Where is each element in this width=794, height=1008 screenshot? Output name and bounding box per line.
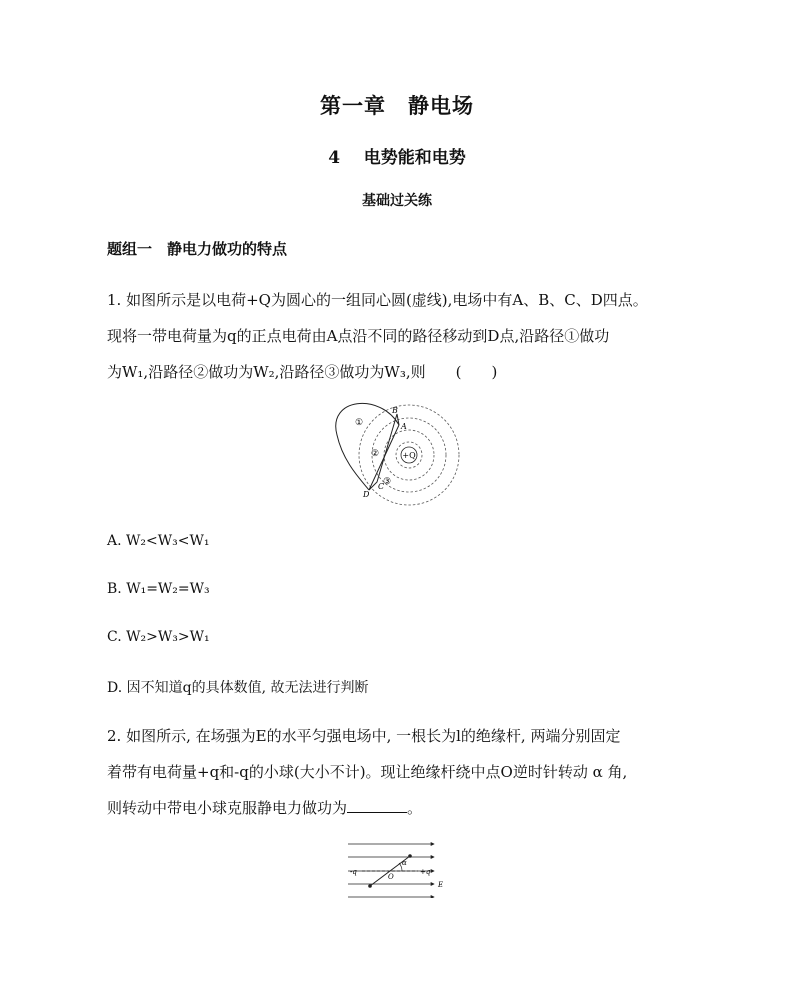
q1-option-a: A. W₂<W₃<W₁ — [107, 533, 210, 549]
label-c: C — [378, 482, 385, 491]
section-title-row — [0, 143, 794, 168]
q1-line-2: 现将一带电荷量为q的正点电荷由A点沿不同的路径移动到D点,沿路径①做功 — [107, 327, 610, 345]
section-title: 电势能和电势 — [363, 148, 466, 168]
label-path-2: ② — [371, 449, 380, 459]
q2-figure — [340, 838, 450, 898]
q1-option-d: D. 因不知道q的具体数值, 故无法进行判断 — [107, 680, 369, 696]
label-path-3: ③ — [383, 477, 392, 487]
q2-line-3-text: 则转动中带电小球克服静电力做功为 — [107, 799, 348, 817]
q1-line-3: 为W₁,沿路径②做功为W₂,沿路径③做功为W₃,则 ( ) — [107, 363, 498, 381]
label-e: E — [438, 881, 444, 889]
q1-line-1: 1. 如图所示是以电荷+Q为圆心的一组同心圆(虚线),电场中有A、B、C、D四点。 — [107, 291, 648, 309]
q1-figure — [325, 400, 475, 510]
group-title: 题组一 静电力做功的特点 — [107, 240, 288, 258]
label-a: A — [401, 422, 407, 431]
q2-line-3-end: 。 — [407, 799, 423, 817]
q2-line-1: 2. 如图所示, 在场强为E的水平匀强电场中, 一根长为l的绝缘杆, 两端分别固定 — [107, 727, 621, 745]
answer-blank[interactable] — [347, 798, 407, 813]
charge-pos — [408, 854, 412, 858]
label-path-1: ① — [355, 418, 364, 428]
label-plus-q: +Q — [402, 451, 416, 460]
label-d: D — [363, 490, 370, 499]
label-pos-q: +q — [420, 868, 431, 876]
q1-option-c: C. W₂>W₃>W₁ — [107, 629, 210, 645]
charge-neg — [368, 884, 372, 888]
q1-option-b: B. W₁=W₂=W₃ — [107, 581, 210, 597]
q2-line-2: 着带有电荷量+q和-q的小球(大小不计)。现让绝缘杆绕中点O逆时针转动 α 角, — [107, 763, 628, 781]
label-alpha: α — [402, 859, 407, 867]
label-neg-q: -q — [350, 868, 357, 876]
subheading: 基础过关练 — [362, 193, 432, 209]
q2-line-3 — [107, 797, 422, 818]
chapter-title: 第一章 静电场 — [320, 93, 474, 118]
section-number: 4 — [328, 148, 341, 168]
label-o: O — [388, 873, 394, 881]
label-b: B — [392, 406, 398, 415]
